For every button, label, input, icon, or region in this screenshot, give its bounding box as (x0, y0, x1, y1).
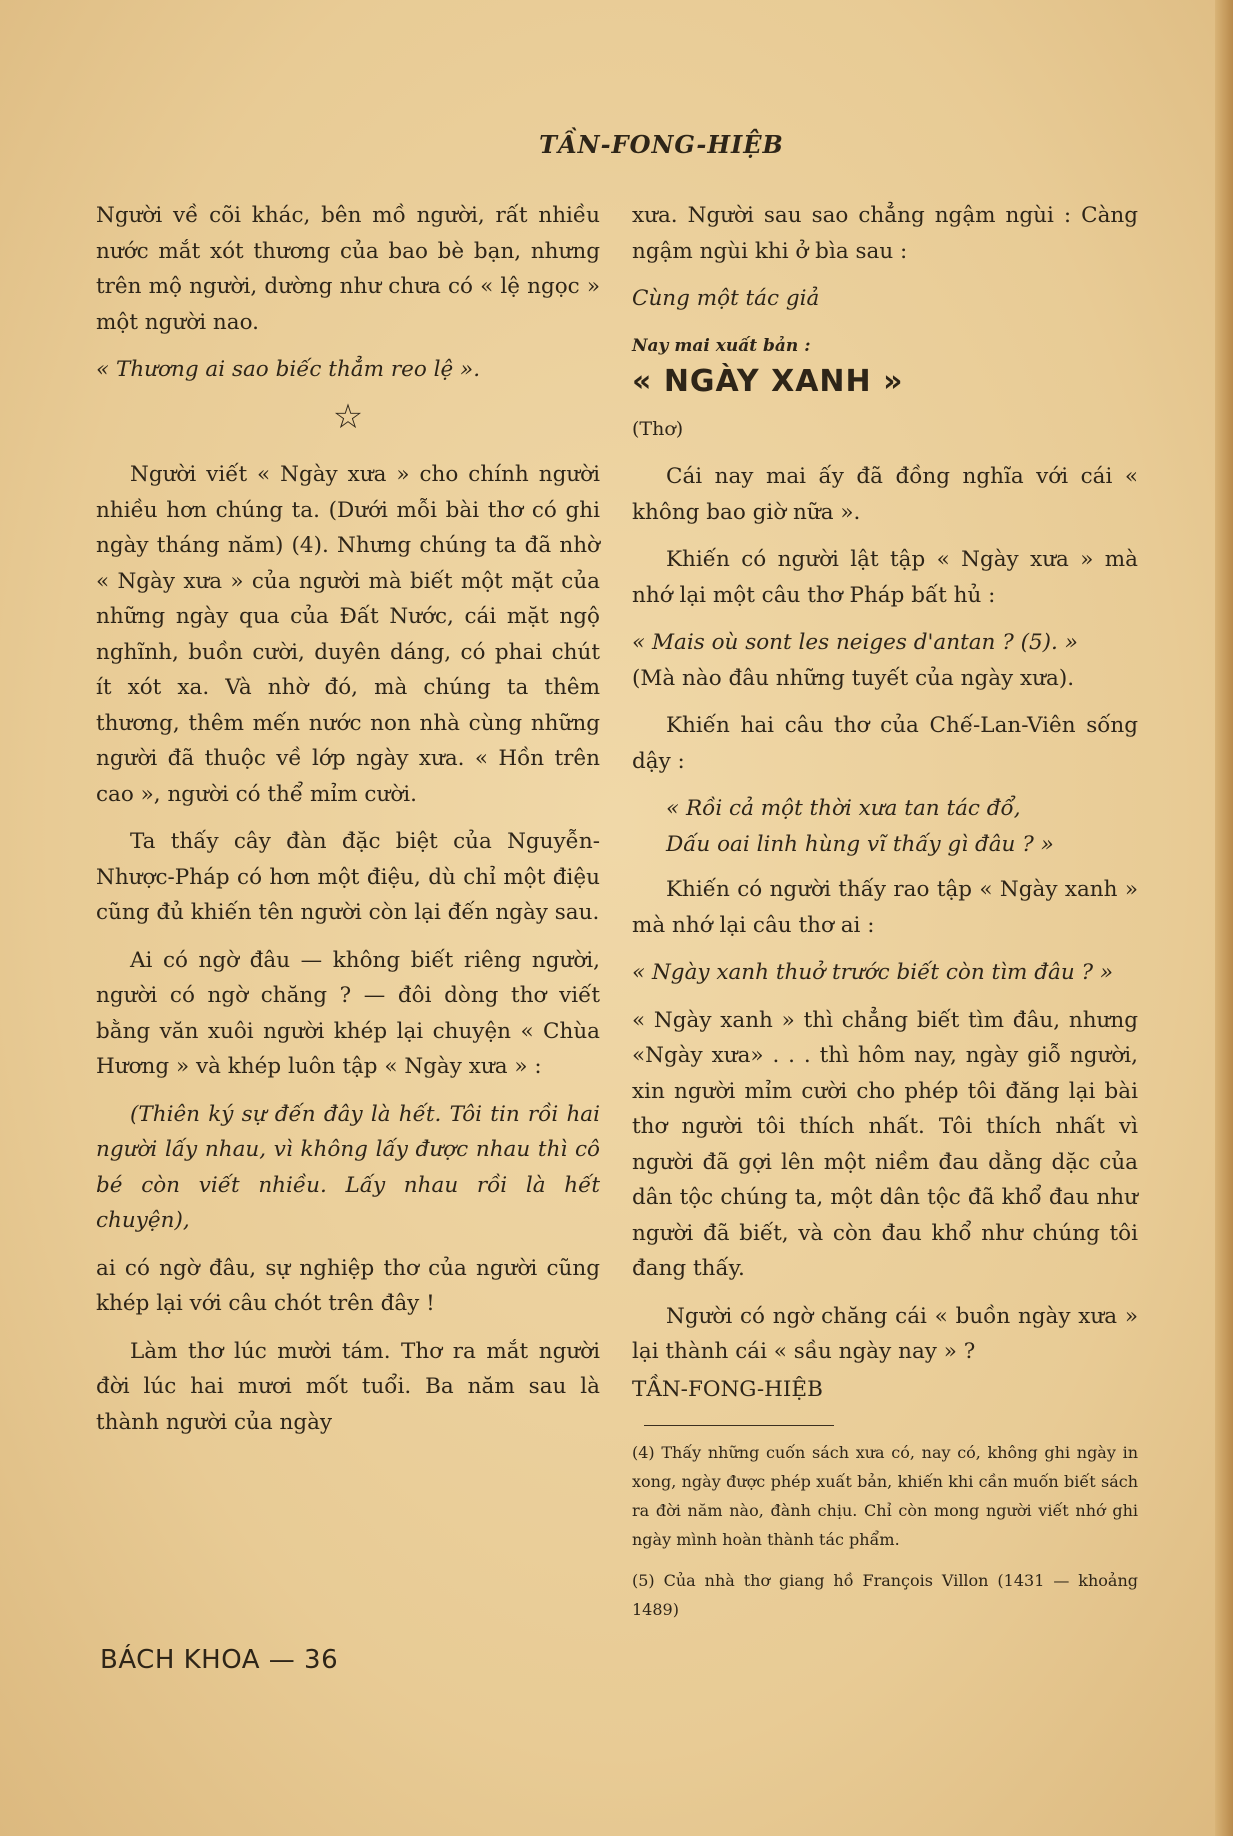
same-author-note: Cùng một tác giả (632, 286, 820, 311)
book-title: « NGÀY XANH » (632, 364, 904, 399)
paragraph: Làm thơ lúc mười tám. Thơ ra mắt người đời lúc hai mươi mốt tuổi. Ba năm sau là thành người của ngày (96, 1338, 600, 1435)
right-column (632, 198, 1138, 1636)
paragraph: Khiến hai câu thơ của Chế-Lan-Viên sống dậy : (632, 713, 1138, 774)
footnote: (4) Thấy những cuốn sách xưa có, nay có, không ghi ngày in xong, ngày được phép xuất bản, khiến khi cần muốn biết sách ra đời năm nào, đành chịu. Chỉ còn mong người viết nhớ ghi ngày mình hoàn thành tác phẩm. (632, 1443, 1138, 1549)
quote: « Ngày xanh thuở trước biết còn tìm đâu ? » (632, 960, 1114, 985)
paragraph: « Ngày xanh » thì chẳng biết tìm đâu, nhưng «Ngày xưa» . . . thì hôm nay, ngày giỗ người, xin người mỉm cười cho phép tôi đăng lại bài thơ người tôi thích nhất. Tôi thích nhất vì người đã gợi lên một niềm đau dằng dặc của dân tộc chúng ta, một dân tộc đã khổ đau như người đã biết, và còn đau khổ như chúng tôi đang thấy. (632, 1007, 1138, 1281)
poem-line: « Rồi cả một thời xưa tan tác đổ, (666, 796, 1021, 821)
page-footer: BÁCH KHOA — 36 (100, 1645, 339, 1675)
paragraph: ai có ngờ đâu, sự nghiệp thơ của người cũng khép lại với câu chót trên đây ! (96, 1255, 600, 1316)
paragraph: Người viết « Ngày xưa » cho chính người nhiều hơn chúng ta. (Dưới mỗi bài thơ có ghi ngày tháng năm) (4). Nhưng chúng ta đã nhờ « Ngày xưa » của người mà biết một mặt của những ngày qua của Đất Nước, cái mặt ngộ nghĩnh, buồn cười, duyên dáng, có phai chút ít xót xa. Và nhờ đó, mà chúng ta thêm thương, thêm mến nước non nhà cùng những người đã thuộc về lớp ngày xưa. « Hồn trên cao », người có thể mỉm cười. (96, 462, 600, 807)
footnote: (5) Của nhà thơ giang hồ François Villon (1431 — khoảng 1489) (632, 1571, 1138, 1619)
paragraph: Cái nay mai ấy đã đồng nghĩa với cái « không bao giờ nữa ». (632, 464, 1138, 525)
quote: « Thương ai sao biếc thẳm reo lệ ». (96, 357, 481, 382)
paragraph: Ta thấy cây đàn đặc biệt của Nguyễn-Nhược-Pháp có hơn một điệu, dù chỉ một điệu cũng đủ khiến tên người còn lại đến ngày sau. (96, 829, 600, 925)
paragraph: xưa. Người sau sao chẳng ngậm ngùi : Càng ngậm ngùi khi ở bìa sau : (632, 203, 1138, 264)
poem-line: Dấu oai linh hùng vĩ thấy gì đâu ? » (666, 831, 1054, 857)
paragraph: Ai có ngờ đâu — không biết riêng người, người có ngờ chăng ? — đôi dòng thơ viết bằng văn xuôi người khép lại chuyện « Chùa Hương » và khép luôn tập « Ngày xưa » : (96, 947, 600, 1079)
paragraph: Khiến có người lật tập « Ngày xưa » mà nhớ lại một câu thơ Pháp bất hủ : (632, 547, 1138, 608)
paragraph: (Mà nào đâu những tuyết của ngày xưa). (632, 665, 1075, 691)
forthcoming-note: Nay mai xuất bản : (632, 335, 811, 356)
quote: (Thiên ký sự đến đây là hết. Tôi tin rồi hai người lấy nhau, vì không lấy được nhau thì cô bé còn viết nhiều. Lấy nhau rồi là hết chuyện), (96, 1101, 600, 1233)
star-icon: ☆ (332, 396, 364, 437)
footnote-divider (644, 1425, 834, 1426)
paragraph: Người có ngờ chăng cái « buồn ngày xưa » lại thành cái « sầu ngày nay » ? (632, 1303, 1138, 1364)
left-column (96, 198, 600, 1452)
poem (632, 791, 1138, 862)
paragraph: Khiến có người thấy rao tập « Ngày xanh » mà nhớ lại câu thơ ai : (632, 877, 1138, 938)
paragraph: Người về cõi khác, bên mồ người, rất nhiều nước mắt xót thương của bao bè bạn, nhưng trên mộ người, dường như chưa có « lệ ngọc » một người nao. (96, 203, 600, 335)
signature: TẦN-FONG-HIỆB (632, 1376, 823, 1402)
quote: « Mais où sont les neiges d'antan ? (5). » (632, 630, 1078, 655)
book-genre: (Thơ) (632, 417, 684, 440)
running-head: TẦN-FONG-HIỆB (539, 130, 784, 159)
page-edge (1215, 0, 1233, 1836)
